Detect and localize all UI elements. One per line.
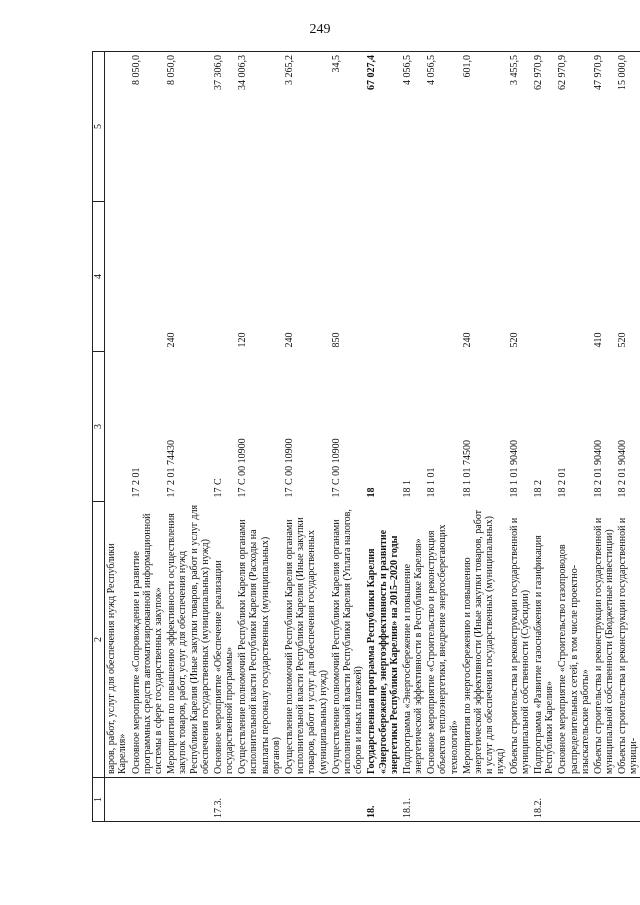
row-number-cell xyxy=(616,778,640,822)
amount-cell: 8 050,0 xyxy=(165,52,212,202)
table-row xyxy=(365,52,401,822)
budget-code-cell xyxy=(105,352,130,502)
item-name-cell: варов, работ, услуг для обеспечения нужд Республики Карелия» xyxy=(106,543,129,774)
budget-code-cell: 17 С 00 10900 xyxy=(237,438,249,498)
row-number-cell: 17.3. xyxy=(212,778,236,822)
budget-code-cell: 18 1 xyxy=(401,480,413,498)
budget-code-cell: 18 2 01 xyxy=(557,467,569,498)
amount-cell: 601,0 xyxy=(461,52,508,202)
item-name-cell: Объекты строительства и реконструкции государственной и муници- xyxy=(617,517,640,774)
row-number-cell xyxy=(425,778,461,822)
budget-code-cell: 17 2 01 xyxy=(130,467,142,498)
item-name-cell: Основное мероприятие «Сопровождение и развитие программных средств автоматизированной информационной системы в сфере государственных закупок» xyxy=(130,513,164,774)
table-row xyxy=(330,52,366,822)
item-name-cell: Объекты строительства и реконструкции государственной и муниципальной собственности (Субсидии) xyxy=(508,517,531,774)
item-name-cell: Подпрограмма «Развитие газоснабжения и газификация Республики Карелия» xyxy=(532,535,556,774)
expense-type-cell: 120 xyxy=(237,332,249,348)
item-name-cell: Мероприятия по энергосбережению и повышению энергетической эффективности (Иные закупки товаров, работ и услуг для обеспечения государственных (муниципальных) нужд) xyxy=(461,509,507,774)
row-number-cell: 18.2. xyxy=(532,778,556,822)
amount-cell: 62 970,9 xyxy=(532,52,556,202)
expense-type-cell: 850 xyxy=(330,332,342,348)
table-row xyxy=(616,52,640,822)
rotated-table-wrapper xyxy=(92,52,640,822)
amount-cell: 62 970,9 xyxy=(556,52,592,202)
expense-type-cell: 520 xyxy=(617,332,629,348)
budget-code-cell: 18 1 01 xyxy=(426,467,438,498)
item-name-cell: Государственная программа Республики Карелия «Энергосбережение, энергоэффективность и развитие энергетики Республики Карелия» на 2015–2020 годы xyxy=(366,529,400,774)
table-row xyxy=(592,52,616,822)
budget-table xyxy=(92,51,640,822)
budget-code-cell: 18 xyxy=(366,487,378,498)
column-header-5: 5 xyxy=(93,52,105,202)
amount-cell: 15 000,0 xyxy=(616,52,640,202)
budget-code-cell: 17 2 01 74430 xyxy=(166,440,178,498)
expense-type-cell xyxy=(401,202,425,352)
table-row xyxy=(556,52,592,822)
budget-code-cell: 18 1 01 74500 xyxy=(461,440,473,498)
row-number-cell xyxy=(592,778,616,822)
table-body xyxy=(105,52,640,822)
budget-code-cell: 18 2 01 90400 xyxy=(617,440,629,498)
budget-code-cell: 18 1 01 90400 xyxy=(508,440,520,498)
expense-type-cell xyxy=(365,202,401,352)
table-row xyxy=(283,52,330,822)
budget-code-cell: 18 2 xyxy=(532,480,544,498)
table-row xyxy=(165,52,212,822)
item-name-cell: Осуществление полномочий Республики Карелия органами исполнительной власти Республики Карелия (Иные закупки товаров, работ и услуг для обеспечения государственных (муниципальных) нужд) xyxy=(284,517,329,774)
amount-cell: 3 265,2 xyxy=(283,52,330,202)
expense-type-cell xyxy=(556,202,592,352)
item-name-cell: Основное мероприятие «Строительство газопроводов распределительных сетей, в том числе проектно-изыскательские работы» xyxy=(557,544,591,774)
expense-type-cell: 240 xyxy=(284,332,295,348)
amount-cell: 4 056,5 xyxy=(425,52,461,202)
expense-type-cell xyxy=(212,202,236,352)
table-row xyxy=(461,52,508,822)
page-number: 249 xyxy=(309,22,331,37)
expense-type-cell xyxy=(130,202,166,352)
column-header-2: 2 xyxy=(93,502,105,778)
table-header xyxy=(93,52,105,822)
amount-cell: 4 056,5 xyxy=(401,52,425,202)
amount-cell: 3 455,5 xyxy=(508,52,532,202)
column-header-1: 1 xyxy=(93,778,105,822)
expense-type-cell xyxy=(532,202,556,352)
row-number-cell xyxy=(508,778,532,822)
row-number-cell xyxy=(283,778,330,822)
expense-type-cell xyxy=(105,202,130,352)
table-row xyxy=(508,52,532,822)
budget-code-cell: 17 С 00 10900 xyxy=(284,438,295,498)
row-number-cell xyxy=(461,778,508,822)
amount-cell: 37 306,0 xyxy=(212,52,236,202)
expense-type-cell: 240 xyxy=(461,332,473,348)
column-header-4: 4 xyxy=(93,202,105,352)
item-name-cell: Осуществление полномочий Республики Карелия органами исполнительной власти Республики Карелия (Расходы на выплаты персоналу государственных (муниципальных) органов) xyxy=(237,519,282,774)
expense-type-cell: 410 xyxy=(592,332,604,348)
amount-cell: 67 027,4 xyxy=(365,52,401,202)
column-header-3: 3 xyxy=(93,352,105,502)
row-number-cell xyxy=(165,778,212,822)
item-name-cell: Мероприятия по повышению эффективности осуществления закупок товаров, работ, услуг для обеспечения нужд Республики Карелия (Иные закупки товаров, работ и услуг для обеспечения государственных (муниципальных) нужд) xyxy=(166,504,211,774)
item-name-cell: Объекты строительства и реконструкции государственной и муниципальной собственности (Бюджетные инвестиции) xyxy=(592,517,616,774)
item-name-cell: Основное мероприятие «Строительство и реконструкция объектов теплоэнергетики, внедрение энергосберегающих технологий» xyxy=(426,524,460,774)
table-row xyxy=(130,52,166,822)
amount-cell: 34,5 xyxy=(330,52,366,202)
expense-type-cell xyxy=(425,202,461,352)
row-number-cell xyxy=(556,778,592,822)
row-number-cell xyxy=(330,778,366,822)
table-row xyxy=(532,52,556,822)
row-number-cell: 18. xyxy=(365,778,401,822)
budget-code-cell: 18 2 01 90400 xyxy=(592,440,604,498)
row-number-cell: 18.1. xyxy=(401,778,425,822)
table-row xyxy=(105,52,130,822)
amount-cell: 8 050,0 xyxy=(130,52,166,202)
budget-code-cell: 17 С 00 10900 xyxy=(330,438,342,498)
amount-cell xyxy=(105,52,130,202)
expense-type-cell: 240 xyxy=(166,332,178,348)
amount-cell: 47 970,9 xyxy=(592,52,616,202)
table-row xyxy=(425,52,461,822)
table-row xyxy=(401,52,425,822)
row-number-cell xyxy=(105,778,130,822)
budget-code-cell: 17 С xyxy=(212,478,224,498)
table-row xyxy=(212,52,236,822)
amount-cell: 34 006,3 xyxy=(236,52,283,202)
row-number-cell xyxy=(130,778,166,822)
item-name-cell: Осуществление полномочий Республики Карелия органами исполнительной власти Республики Карелия (Уплата налогов, сборов и иных платежей) xyxy=(330,509,365,774)
table-row xyxy=(236,52,283,822)
expense-type-cell: 520 xyxy=(508,332,520,348)
row-number-cell xyxy=(236,778,283,822)
item-name-cell: Основное мероприятие «Обеспечение реализации государственной программы» xyxy=(212,560,236,774)
item-name-cell: Подпрограмма «Энергосбережение и повышение энергетической эффективности в Республике Карелия» xyxy=(401,538,425,774)
